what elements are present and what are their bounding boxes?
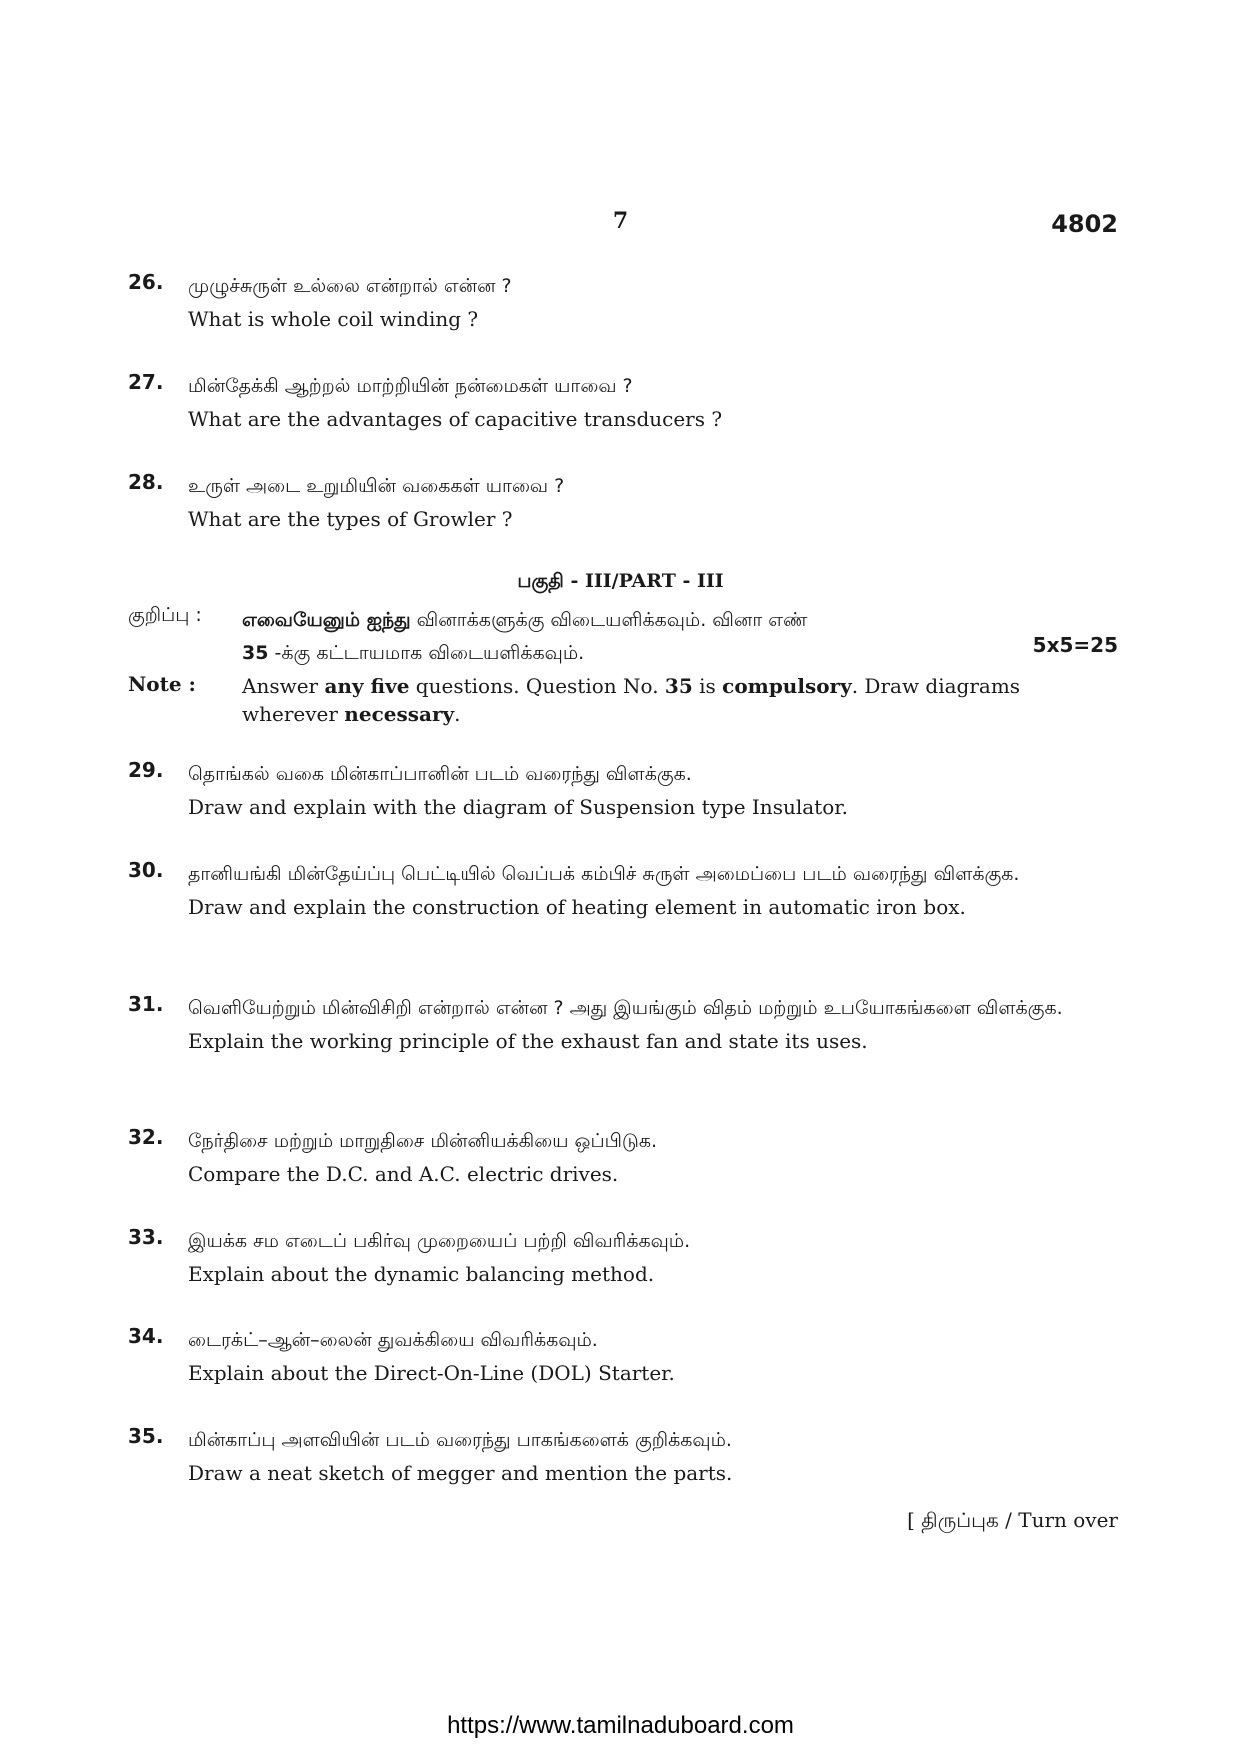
note-en-part: . Draw diagrams wherever bbox=[242, 674, 1021, 726]
question-text-tamil: நேர்திசை மற்றும் மாறுதிசை மின்னியக்கியை ஒப்பிடுக. bbox=[188, 1130, 658, 1152]
question-number: 29. bbox=[128, 758, 164, 782]
note-english-label: Note : bbox=[128, 672, 196, 696]
note-en-part: . bbox=[454, 702, 461, 726]
question-item bbox=[128, 1424, 1088, 1490]
question-item bbox=[128, 1125, 1088, 1191]
question-item bbox=[128, 992, 1088, 1058]
question-item bbox=[128, 270, 1088, 336]
question-text-english: What are the advantages of capacitive transducers ? bbox=[188, 407, 723, 431]
question-number: 26. bbox=[128, 270, 164, 294]
question-text-tamil: தொங்கல் வகை மின்காப்பானின் படம் வரைந்து விளக்குக. bbox=[188, 763, 692, 785]
question-text-tamil: மின்தேக்கி ஆற்றல் மாற்றியின் நன்மைகள் யாவை ? bbox=[188, 375, 633, 397]
question-text-tamil: டைரக்ட்–ஆன்–லைன் துவக்கியை விவரிக்கவும். bbox=[188, 1329, 598, 1351]
note-tamil-text-2: -க்கு கட்டாயமாக விடையளிக்கவும். bbox=[268, 642, 585, 664]
note-en-bold: 35 bbox=[664, 674, 693, 698]
question-number: 27. bbox=[128, 370, 164, 394]
note-en-bold: necessary bbox=[344, 702, 455, 726]
note-en-bold: any five bbox=[324, 674, 410, 698]
question-number: 35. bbox=[128, 1424, 164, 1448]
turn-over-note: [ திருப்புக / Turn over bbox=[907, 1508, 1118, 1532]
question-item bbox=[128, 470, 1088, 536]
question-text-tamil: வெளியேற்றும் மின்விசிறி என்றால் என்ன ? அது இயங்கும் விதம் மற்றும் உபயோகங்களை விளக்குக. bbox=[188, 997, 1063, 1019]
question-text-english: What is whole coil winding ? bbox=[188, 307, 479, 331]
note-en-part: questions. Question No. bbox=[409, 674, 665, 698]
question-number: 33. bbox=[128, 1225, 164, 1249]
note-tamil-emphasis: எவையேனும் ஐந்து bbox=[242, 609, 411, 631]
part-heading: பகுதி - III/PART - III bbox=[517, 570, 724, 592]
question-text-english: Explain about the dynamic balancing method. bbox=[188, 1262, 655, 1286]
note-english bbox=[242, 672, 1052, 728]
paper-code: 4802 bbox=[1051, 210, 1118, 238]
question-text-english: Explain the working principle of the exhaust fan and state its uses. bbox=[188, 1029, 868, 1053]
note-tamil bbox=[242, 604, 1052, 670]
question-number: 30. bbox=[128, 858, 164, 882]
question-item bbox=[128, 370, 1088, 436]
question-number: 28. bbox=[128, 470, 164, 494]
question-text-english: What are the types of Growler ? bbox=[188, 507, 513, 531]
question-number: 31. bbox=[128, 992, 164, 1016]
question-text-tamil: முழுச்சுருள் உல்லை என்றால் என்ன ? bbox=[188, 275, 512, 297]
page-number: 7 bbox=[612, 208, 629, 234]
question-text-tamil: மின்காப்பு அளவியின் படம் வரைந்து பாகங்களைக் குறிக்கவும். bbox=[188, 1429, 732, 1451]
question-text-tamil: இயக்க சம எடைப் பகிர்வு முறையைப் பற்றி விவரிக்கவும். bbox=[188, 1230, 691, 1252]
note-en-part: Answer bbox=[242, 674, 325, 698]
question-text-english: Draw and explain with the diagram of Suspension type Insulator. bbox=[188, 795, 848, 819]
note-tamil-qno: 35 bbox=[242, 642, 269, 664]
note-en-part: is bbox=[692, 674, 723, 698]
question-text-english: Draw and explain the construction of heating element in automatic iron box. bbox=[188, 895, 966, 919]
question-text-english: Explain about the Direct-On-Line (DOL) Starter. bbox=[188, 1361, 675, 1385]
note-en-bold: compulsory bbox=[722, 674, 852, 698]
question-text-english: Draw a neat sketch of megger and mention the parts. bbox=[188, 1461, 733, 1485]
question-item bbox=[128, 1225, 1088, 1291]
question-item bbox=[128, 1324, 1088, 1390]
question-text-tamil: உருள் அடை உறுமியின் வகைகள் யாவை ? bbox=[188, 475, 565, 497]
question-text-tamil: தானியங்கி மின்தேய்ப்பு பெட்டியில் வெப்பக் கம்பிச் சுருள் அமைப்பை படம் வரைந்து விளக்குக. bbox=[188, 863, 1020, 885]
marks-allocation: 5x5=25 bbox=[1032, 633, 1118, 657]
note-tamil-text: வினாக்களுக்கு விடையளிக்கவும். வினா எண் bbox=[410, 609, 808, 631]
question-item bbox=[128, 758, 1088, 824]
note-tamil-label: குறிப்பு : bbox=[128, 604, 202, 626]
footer-url[interactable]: https://www.tamilnaduboard.com bbox=[447, 1712, 794, 1739]
question-item bbox=[128, 858, 1088, 924]
question-number: 32. bbox=[128, 1125, 164, 1149]
question-number: 34. bbox=[128, 1324, 164, 1348]
question-text-english: Compare the D.C. and A.C. electric drives. bbox=[188, 1162, 619, 1186]
